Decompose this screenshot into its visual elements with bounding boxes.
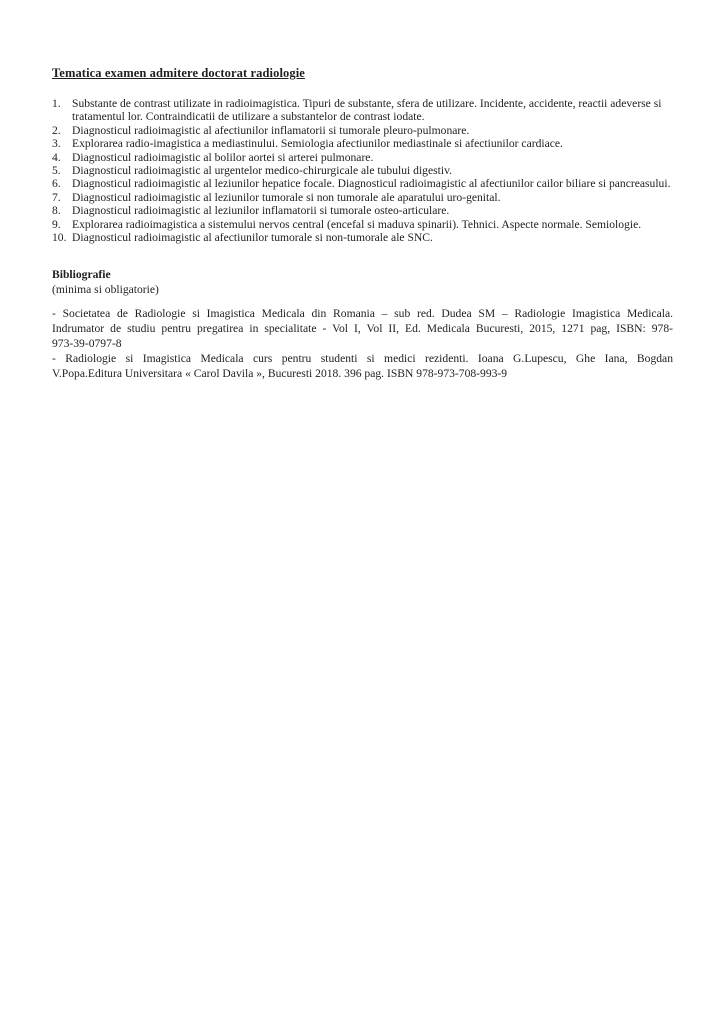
topic-number: 3. xyxy=(52,137,61,151)
topic-item xyxy=(52,177,673,190)
topic-text: Diagnosticul radioimagistic al leziunilor hepatice focale. Diagnosticul radioimagistic al afectiunilor cailor biliare si pancreasului. xyxy=(72,177,671,191)
topic-number: 5. xyxy=(52,164,61,178)
document-page xyxy=(52,66,673,381)
topic-item xyxy=(52,231,673,244)
topic-list xyxy=(52,97,673,244)
topic-text: Diagnosticul radioimagistic al leziunilor inflamatorii si tumorale osteo-articulare. xyxy=(72,204,450,218)
bibliography-line: - Radiologie si Imagistica Medicala curs pentru studenti si medici rezidenti. Ioana G.Lupescu, Ghe Iana, Bogdan xyxy=(52,352,673,366)
topic-number: 1. xyxy=(52,97,61,110)
topic-number: 8. xyxy=(52,204,61,218)
topic-item xyxy=(52,151,673,164)
bibliography-entry-1 xyxy=(52,306,673,351)
bibliography-subheading: (minima si obligatorie) xyxy=(52,283,159,297)
topic-item xyxy=(52,164,673,177)
bibliography-line: - Societatea de Radiologie si Imagistica Medicala din Romania – sub red. Dudea SM – Radiologie Imagistica Medicala. xyxy=(52,307,673,321)
topic-number: 4. xyxy=(52,150,61,164)
topic-number: 10. xyxy=(52,231,67,245)
topic-text: Substante de contrast utilizate in radioimagistica. Tipuri de substante, sfera de utilizare. Incidente, accidente, reactii adeverse si tratamentul lor. Contraindicatii de utilizare a substantelor de contrast iodate. xyxy=(72,97,662,124)
topic-text: Diagnosticul radioimagistic al leziunilor tumorale si non tumorale ale aparatului uro-genital. xyxy=(72,190,501,204)
bibliography-entry-2 xyxy=(52,351,673,381)
topic-text: Diagnosticul radioimagistic al bolilor aortei si arterei pulmonare. xyxy=(72,150,374,164)
topic-number: 2. xyxy=(52,123,61,137)
topic-text: Explorarea radio-imagistica a mediastinului. Semiologia afectiunilor mediastinale si afectiunilor cardiace. xyxy=(72,137,563,151)
bibliography-heading: Bibliografie xyxy=(52,268,111,282)
topic-item xyxy=(52,124,673,137)
topic-item xyxy=(52,191,673,204)
topic-text: Diagnosticul radioimagistic al afectiunilor inflamatorii si tumorale pleuro-pulmonare. xyxy=(72,123,470,137)
topic-item xyxy=(52,137,673,150)
topic-number: 6. xyxy=(52,177,61,191)
topic-number: 7. xyxy=(52,190,61,204)
topic-text: Diagnosticul radioimagistic al afectiunilor tumorale si non-tumorale ale SNC. xyxy=(72,231,433,245)
bibliography-line: Indrumator de studiu pentru pregatirea in specialitate - Vol I, Vol II, Ed. Medicala Bucuresti, 2015, 1271 pag, ISBN: 978- xyxy=(52,322,673,336)
bibliography-line: 973-39-0797-8 xyxy=(52,337,122,351)
topic-item xyxy=(52,218,673,231)
topic-item xyxy=(52,97,673,124)
topic-item xyxy=(52,204,673,217)
document-title: Tematica examen admitere doctorat radiologie xyxy=(52,66,305,80)
bibliography-line: V.Popa.Editura Universitara « Carol Davila », Bucuresti 2018. 396 pag. ISBN 978-973-708-993-9 xyxy=(52,367,508,381)
topic-text: Explorarea radioimagistica a sistemului nervos central (encefal si maduva spinarii). Tehnici. Aspecte normale. Semiologie. xyxy=(72,217,642,231)
topic-text: Diagnosticul radioimagistic al urgentelor medico-chirurgicale ale tubului digestiv. xyxy=(72,164,453,178)
topic-number: 9. xyxy=(52,217,61,231)
